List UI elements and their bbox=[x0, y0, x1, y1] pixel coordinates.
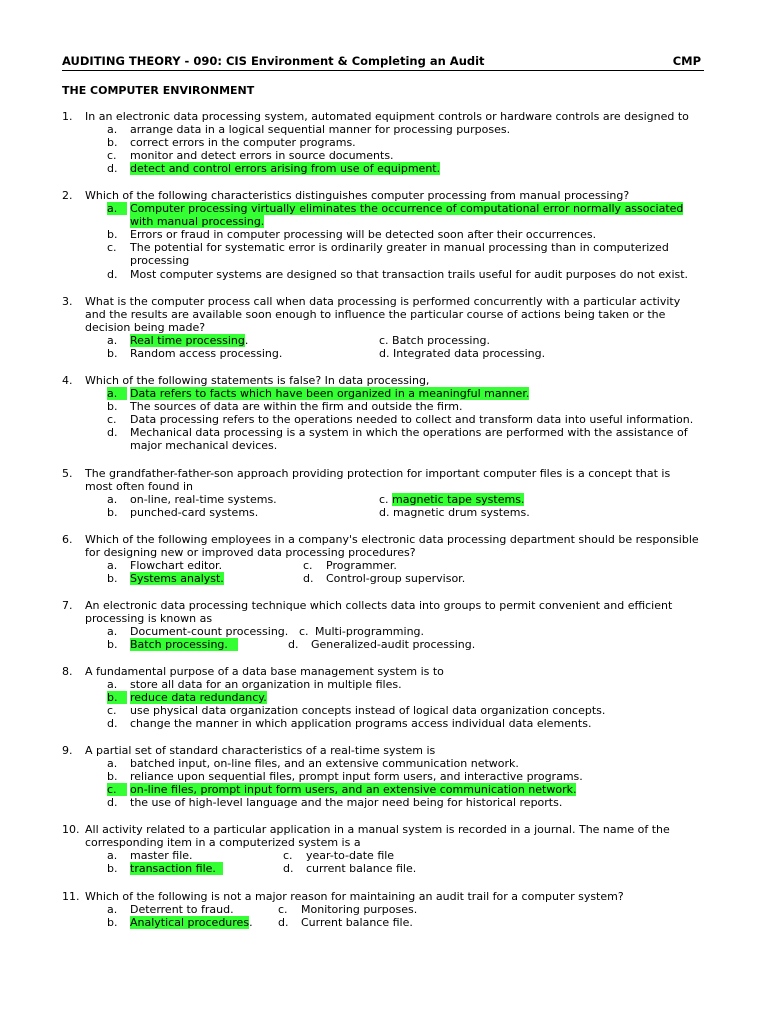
question-stem: Which of the following employees in a company's electronic data processing department should be responsible for designing new or improved data processing procedures? bbox=[85, 533, 699, 560]
question-number: 3. bbox=[62, 295, 73, 308]
question-number: 11. bbox=[62, 890, 80, 903]
header-title: AUDITING THEORY - 090: CIS Environment & Completing an Audit bbox=[62, 54, 485, 68]
question-stem: Which of the following statements is false? In data processing, bbox=[85, 374, 430, 387]
question-6 bbox=[62, 533, 712, 585]
option-a-answer: a. Real time processing. bbox=[107, 334, 249, 348]
question-8 bbox=[62, 665, 712, 730]
question-10 bbox=[62, 823, 712, 875]
option-a: a. batched input, on-line files, and an extensive communication network. bbox=[107, 757, 519, 771]
question-number: 4. bbox=[62, 374, 73, 387]
question-stem: What is the computer process call when data processing is performed concurrently with a particular activity and the results are available soon enough to influence the particular course of actions being taken or the decision being made? bbox=[85, 295, 681, 335]
option-b: b. reliance upon sequential files, prompt input form users, and interactive programs. bbox=[107, 770, 583, 784]
option-a: a. on-line, real-time systems. bbox=[107, 493, 277, 507]
option-d: d. Generalized-audit processing. bbox=[288, 638, 476, 652]
option-a-answer: a. Computer processing virtually eliminates the occurrence of computational error normally associated with manual processing. bbox=[107, 202, 684, 229]
option-a-answer: a. Data refers to facts which have been organized in a meaningful manner. bbox=[107, 387, 530, 401]
answer-highlight: detect and control errors arising from use of equipment. bbox=[130, 162, 441, 176]
answer-highlight: Systems analyst. bbox=[130, 572, 224, 586]
option-d: d. Control-group supervisor. bbox=[303, 572, 466, 586]
answer-highlight: Computer processing virtually eliminates the occurrence of computational error normally associated bbox=[130, 202, 684, 216]
option-c: c. monitor and detect errors in source documents. bbox=[107, 149, 394, 163]
question-stem: A partial set of standard characteristics of a real-time system is bbox=[85, 744, 436, 757]
option-c: c. The potential for systematic error is ordinarily greater in manual processing than in computerized processing bbox=[107, 241, 669, 268]
option-d: d. current balance file. bbox=[283, 862, 417, 876]
question-3 bbox=[62, 295, 712, 360]
option-d: d. Mechanical data processing is a system in which the operations are performed with the assistance of major mechanical devices. bbox=[107, 426, 688, 453]
option-b-answer: b. transaction file. bbox=[107, 862, 223, 875]
option-d-answer: d. detect and control errors arising from use of equipment. bbox=[107, 162, 441, 176]
question-number: 2. bbox=[62, 189, 73, 202]
option-a: a. Document-count processing. bbox=[107, 625, 289, 639]
question-stem: An electronic data processing technique which collects data into groups to permit convenient and efficient processing is known as bbox=[85, 599, 673, 626]
header-code: CMP bbox=[672, 54, 701, 68]
option-c-answer: c. magnetic tape systems. bbox=[379, 493, 525, 507]
answer-highlight: Batch processing. bbox=[130, 638, 228, 652]
question-stem: All activity related to a particular application in a manual system is recorded in a journal. The name of the corresponding item in a computerized system is a bbox=[85, 823, 670, 850]
option-c: c. Data processing refers to the operations needed to collect and transform data into useful information. bbox=[107, 413, 694, 427]
option-b-answer: b. Analytical procedures. bbox=[107, 916, 253, 930]
question-7 bbox=[62, 599, 712, 651]
option-a: a. Deterrent to fraud. bbox=[107, 903, 234, 917]
section-title: THE COMPUTER ENVIRONMENT bbox=[62, 84, 255, 97]
option-a: a. arrange data in a logical sequential manner for processing purposes. bbox=[107, 123, 511, 137]
question-number: 10. bbox=[62, 823, 80, 836]
question-stem: In an electronic data processing system, automated equipment controls or hardware controls are designed to bbox=[85, 110, 689, 123]
option-c: c. Batch processing. bbox=[379, 334, 490, 348]
question-2 bbox=[62, 189, 712, 281]
answer-highlight: magnetic tape systems. bbox=[392, 493, 525, 507]
question-stem: A fundamental purpose of a data base management system is to bbox=[85, 665, 444, 678]
option-d: d. Most computer systems are designed so that transaction trails useful for audit purposes do not exist. bbox=[107, 267, 689, 281]
question-number: 8. bbox=[62, 665, 73, 678]
option-a: a. Flowchart editor. bbox=[107, 559, 223, 573]
answer-highlight: Real time processing bbox=[130, 334, 245, 348]
question-stem: Which of the following characteristics distinguishes computer processing from manual processing? bbox=[85, 189, 630, 202]
option-d: d. magnetic drum systems. bbox=[379, 506, 530, 520]
question-number: 7. bbox=[62, 599, 73, 612]
question-11 bbox=[62, 890, 712, 929]
answer-highlight: Data refers to facts which have been organized in a meaningful manner. bbox=[130, 387, 530, 401]
option-b-answer: b. reduce data redundancy. bbox=[107, 691, 267, 705]
option-b-answer: b. Batch processing. bbox=[107, 638, 238, 651]
answer-highlight: reduce data redundancy. bbox=[130, 691, 267, 705]
option-a: a. master file. bbox=[107, 849, 193, 863]
option-c: c. Monitoring purposes. bbox=[278, 903, 418, 917]
question-5 bbox=[62, 467, 712, 519]
question-number: 1. bbox=[62, 110, 73, 123]
option-d: d. Current balance file. bbox=[278, 916, 413, 930]
question-stem: Which of the following is not a major reason for maintaining an audit trail for a computer system? bbox=[85, 890, 624, 903]
option-b: b. correct errors in the computer programs. bbox=[107, 136, 356, 150]
option-c: c. use physical data organization concepts instead of logical data organization concepts. bbox=[107, 704, 606, 718]
option-d: d. Integrated data processing. bbox=[379, 347, 546, 361]
option-b: b. punched-card systems. bbox=[107, 506, 259, 520]
option-c: c. Multi-programming. bbox=[299, 625, 425, 639]
option-c: c. year-to-date file bbox=[283, 849, 395, 863]
option-c-answer: c. on-line files, prompt input form users, and an extensive communication network. bbox=[107, 783, 577, 797]
answer-highlight: Analytical procedures bbox=[130, 916, 250, 930]
answer-highlight: on-line files, prompt input form users, and an extensive communication network. bbox=[130, 783, 577, 797]
option-d: d. the use of high-level language and the major need being for historical reports. bbox=[107, 796, 563, 810]
question-number: 5. bbox=[62, 467, 73, 480]
question-9 bbox=[62, 744, 712, 809]
question-4 bbox=[62, 374, 712, 453]
option-c: c. Programmer. bbox=[303, 559, 397, 573]
question-number: 6. bbox=[62, 533, 73, 546]
answer-highlight: transaction file. bbox=[130, 862, 216, 876]
option-b: b. The sources of data are within the firm and outside the firm. bbox=[107, 400, 463, 414]
question-number: 9. bbox=[62, 744, 73, 757]
answer-highlight-cont: with manual processing. bbox=[130, 215, 265, 229]
question-1 bbox=[62, 110, 712, 175]
page-header bbox=[62, 54, 704, 71]
question-stem: The grandfather-father-son approach providing protection for important computer files is a concept that is most often found in bbox=[85, 467, 671, 494]
option-d: d. change the manner in which application programs access individual data elements. bbox=[107, 717, 592, 731]
option-b: b. Errors or fraud in computer processing will be detected soon after their occurrences. bbox=[107, 228, 597, 242]
option-b: b. Random access processing. bbox=[107, 347, 283, 361]
option-a: a. store all data for an organization in multiple files. bbox=[107, 678, 402, 692]
option-b-answer: b. Systems analyst. bbox=[107, 572, 224, 586]
